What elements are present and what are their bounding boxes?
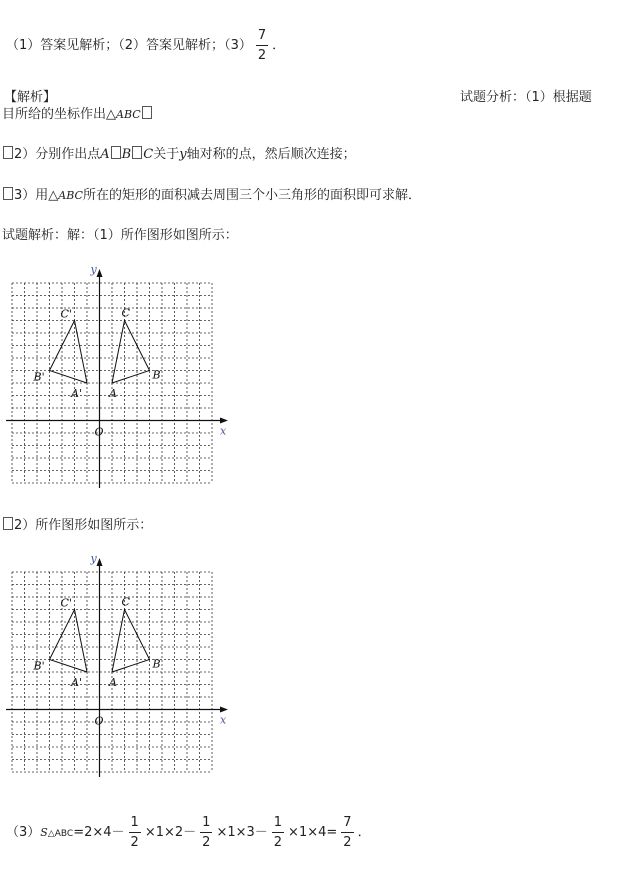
vertex-c-prime-label: C' [60, 596, 72, 610]
missing-glyph [142, 106, 152, 119]
vertex-a-prime-label: A' [71, 676, 82, 689]
x-axis-arrow [220, 418, 228, 424]
missing-glyph [132, 146, 142, 159]
answer-end: ． [272, 38, 286, 53]
vertex-b-prime-label: B' [33, 659, 45, 673]
missing-glyph [3, 187, 13, 200]
vertex-c-label: C [121, 306, 130, 320]
analysis-heading: 【解析】 [4, 90, 57, 105]
solution-intro: 试题解析：解：（1）所作图形如图所示： [2, 228, 238, 243]
x-axis-arrow [220, 707, 228, 713]
analysis-step3: 3）用△ABC所在的矩形的面积减去周围三个小三角形的面积即可求解． [2, 184, 421, 203]
figure-1 [0, 262, 240, 488]
x-axis-label: x [220, 424, 227, 438]
triangle-abc [112, 321, 150, 384]
analysis-step2: 2）分别作出点A B C关于y轴对称的点，然后顺次连接； [2, 143, 356, 162]
figure-2 [0, 551, 240, 777]
vertex-c-label: C [121, 595, 130, 609]
vertex-c-prime-label: C' [60, 307, 72, 321]
answer-fraction-denominator: 2 [257, 47, 267, 63]
area-formula: （3）S△ABC=2×4－ $\frac{1}{2}$ ×1×2－ $\frac{1}{2}$ ×1×3－ $\frac{1}{2}$ ×1×4= $\frac{7}{2}$ ． [6, 814, 371, 850]
origin-label: O [94, 425, 104, 439]
answer-part1: （1）答案见解析； [6, 38, 119, 53]
triangle-abc-reflected [50, 321, 88, 384]
answer-fraction [256, 29, 268, 62]
half-fraction: $\frac{1}{2}$ [273, 814, 283, 850]
vertex-b-label: B [152, 657, 161, 671]
answer-part2: （2）答案见解析； [118, 38, 225, 53]
answer-part3: （3） [224, 38, 252, 53]
vertex-a-prime-label: A' [71, 387, 82, 400]
analysis-summary-cont: 目所给的坐标作出△ABC [2, 103, 153, 122]
triangle-abc [112, 610, 150, 673]
vertex-b-label: B [152, 368, 161, 382]
y-axis-label: y [90, 552, 97, 565]
x-axis-label: x [220, 713, 227, 727]
vertex-b-prime-label: B' [33, 370, 45, 384]
half-fraction: $\frac{1}{2}$ [130, 814, 139, 850]
y-axis-arrow [97, 269, 103, 277]
vertex-a-label: A [109, 676, 117, 689]
coordinate-grid-2 [6, 552, 228, 777]
coordinate-grid-1 [6, 263, 228, 488]
missing-glyph [3, 517, 13, 530]
vertex-a-label: A [109, 387, 117, 400]
answer-line [6, 26, 285, 66]
half-fraction: $\frac{1}{2}$ [202, 814, 211, 850]
answer-fraction-numerator: 7 [256, 29, 268, 46]
missing-glyph [3, 146, 13, 159]
triangle-abc-reflected [50, 610, 88, 673]
origin-label: O [94, 714, 104, 728]
analysis-summary-right: 试题分析：（1）根据题 [460, 90, 592, 105]
missing-glyph [111, 146, 121, 159]
part2-intro: 2）所作图形如图所示： [2, 514, 152, 533]
result-fraction: $\frac{7}{2}$ [343, 814, 352, 850]
y-axis-arrow [97, 558, 103, 566]
y-axis-label: y [90, 263, 97, 276]
